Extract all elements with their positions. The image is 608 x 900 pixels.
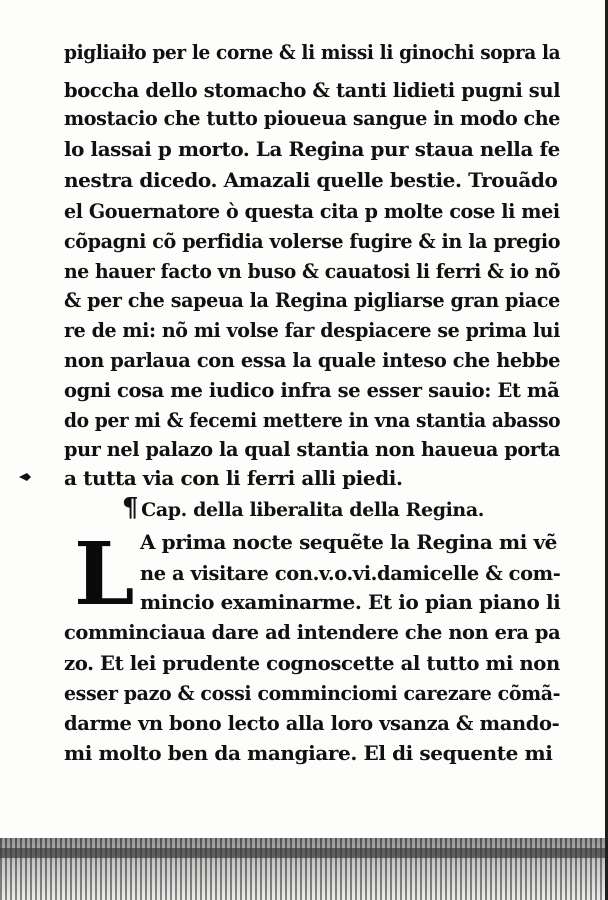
text-line: boccha dello stomacho & tanti lidieti pugni sul	[64, 78, 561, 102]
text-line: nestra dicedo. Amazali quelle bestie. Trouãdo	[64, 168, 558, 192]
text-line: mostacio che tutto pioueua sangue in modo che	[64, 106, 561, 130]
scan-edge	[0, 848, 608, 858]
text-line: zo. Et lei prudente cognoscette al tutto mi non	[64, 651, 560, 675]
text-line: cõpagni cõ perfidia volerse fugire & in la pregio	[64, 229, 561, 253]
text-line: re de mi: nõ mi volse far despiacere se prima lui	[64, 318, 560, 342]
pilcrow-icon: ¶	[122, 493, 139, 523]
text-line: ogni cosa me iudico infra se esser sauio: Et mã	[64, 378, 560, 402]
text-line: mincio examinarme. Et io pian piano li	[140, 590, 561, 614]
margin-mark-icon	[18, 472, 32, 482]
text-line: pigliaiło per le corne & li missi li ginochi sopra la	[64, 40, 561, 64]
text-line: el Gouernatore ò questa cita p molte cose li mei	[64, 199, 560, 223]
text-line: pur nel palazo la qual stantia non haueua porta	[64, 437, 561, 461]
text-line: lo lassai p morto. La Regina pur staua nella fe	[64, 137, 560, 161]
text-line: do per mi & fecemi mettere in vna stantia abasso	[64, 408, 561, 432]
text-line: darme vn bono lecto alla loro vsanza & mando-	[64, 711, 560, 735]
text-line: A prima nocte sequẽte la Regina mi vẽ	[140, 530, 558, 554]
text-line: ne a visitare con.v.o.vi.damicelle & com-	[140, 561, 561, 585]
text-line: mi molto ben da mangiare. El di sequente mi	[64, 741, 553, 765]
chapter-heading-text: Cap. della liberalita della Regina.	[141, 499, 484, 521]
text-line: ne hauer facto vn buso & cauatosi li ferri & io nõ	[64, 259, 561, 283]
text-line: & per che sapeua la Regina pigliarse gran piace	[64, 288, 560, 312]
chapter-heading	[122, 493, 484, 523]
text-line: a tutta via con li ferri alli piedi.	[64, 466, 403, 490]
text-line: esser pazo & cossi comminciomi carezare cõmã-	[64, 681, 561, 705]
text-line: comminciaua dare ad intendere che non era pa	[64, 620, 561, 644]
drop-cap: L	[74, 524, 135, 625]
text-line: non parlaua con essa la quale inteso che hebbe	[64, 348, 561, 372]
